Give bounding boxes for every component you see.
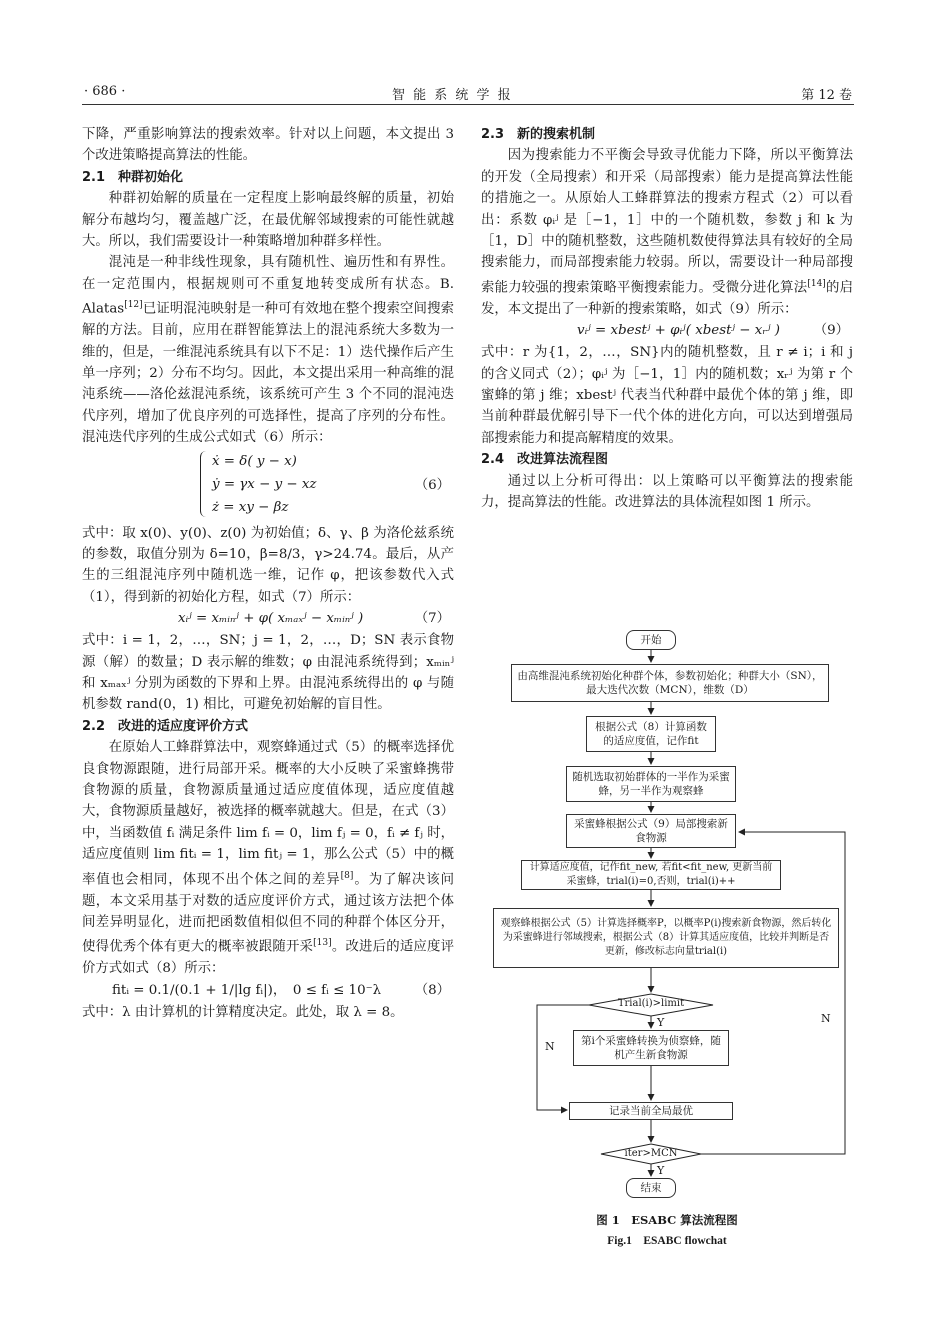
paragraph-text: 在原始人工蜂群算法中，观察蜂通过式（5）的概率选择优良食物源跟随，进行局部开采。概率的大小反映了采蜜蜂携带食物源的质量，食物源质量通过适应度值体现，适应度值越大，食物源质量越好，被选择的概率就越大。但是，在式（3）中，当函数值 fᵢ 满足条件 lim fᵢ = 0，lim fⱼ = 0，fᵢ ≠ fⱼ 时，适应度值则 lim fitᵢ = 1，lim fitⱼ = 1，那么公式（5）中的概率值也会相同，体现不出个体之间的差异 <box>82 740 454 888</box>
figure-caption-cn: 图 1 ESABC 算法流程图 <box>596 1213 738 1227</box>
brace <box>200 451 207 517</box>
paragraph <box>481 145 853 320</box>
paragraph: 式中：取 x(0)、y(0)、z(0) 为初始值；δ、γ、β 为洛伦兹系统的参数，取值分别为 δ=10，β=8/3，γ>24.74。最后，从产生的三组混沌序列中随机选一维，记作 φ，把该参数代入式（1），得到新的初始化方程，如式（7）所示： <box>82 525 454 605</box>
citation: [8] <box>340 870 354 881</box>
flowchart <box>481 620 853 1260</box>
figure-caption-en: Fig.1 ESABC flowchat <box>607 1235 727 1247</box>
equation-line: ż = xy − βz <box>212 499 289 515</box>
employed-bee-step: 采蜜蜂根据公式（9）局部搜索新食物源 <box>566 814 736 848</box>
equation-6 <box>82 451 454 521</box>
start-node: 开始 <box>626 630 676 650</box>
citation: [14] <box>807 278 826 289</box>
paragraph: 式中：i = 1，2，…，SN；j = 1，2，…，D；SN 表示食物源（解）的数量；D 表示解的维数；φ 由混沌系统得到；xₘᵢₙʲ 和 xₘₐₓʲ 分别为函数的下界和上界。由混沌系统得出的 φ 与随机参数 rand(0，1) 相比，可避免初始解的盲目性。 <box>82 633 454 713</box>
citation: [13] <box>313 938 332 949</box>
yes-label: Y <box>657 1016 665 1029</box>
right-column <box>481 124 853 513</box>
equation-body: xᵢʲ = xₘᵢₙʲ + φ( xₘₐₓʲ − xₘᵢₙʲ ) <box>178 611 364 627</box>
paragraph-text: 的启发，本文提出了一种新的搜索策略，如式（9）所示： <box>481 280 854 317</box>
section-heading: 2.1 种群初始化 <box>82 169 184 185</box>
equation-number: （8） <box>414 982 450 998</box>
section-heading: 2.3 新的搜索机制 <box>481 127 596 142</box>
equation-number: （6） <box>414 477 450 493</box>
citation: [12] <box>124 300 143 311</box>
record-best-step: 记录当前全局最优 <box>569 1102 733 1120</box>
paragraph: 通过以上分析可得出：以上策略可以平衡算法的搜索能力，提高算法的性能。改进算法的具体流程如图 1 所示。 <box>481 473 853 510</box>
equation-7 <box>82 608 454 630</box>
iteration-condition: iter>MCN <box>624 1148 678 1159</box>
paragraph <box>82 737 454 979</box>
update-step: 计算适应度值，记作fit_new, 若fit<fit_new, 更新当前采蜜蜂，trial(i)=0,否则，trial(i)++ <box>521 860 781 890</box>
no-label: N <box>821 1012 831 1025</box>
left-column <box>82 124 454 1023</box>
equation-number: （9） <box>813 323 849 339</box>
paragraph: 式中：r 为{1，2，…，SN}内的随机整数，且 r ≠ i；i 和 j 的含义同式（2）；φᵢʲ 为［−1，1］内的随机数；xᵣʲ 为第 r 个蜜蜂的第 j 维；xbestʲ 代表当代种群中最优个体的第 j 维，即当前种群最优解引导下一代个体的进化方向，可以达到增强局部搜索能力和提高解精度的效果。 <box>481 345 853 446</box>
limit-condition: Trial(i)>limit <box>617 998 685 1009</box>
volume-number: 第 12 卷 <box>801 88 852 103</box>
equation-body: vᵢʲ = xbestʲ + φᵢʲ( xbestʲ − xᵣʲ ) <box>577 323 780 339</box>
no-label: N <box>545 1040 555 1053</box>
page-number: · 686 · <box>84 84 126 99</box>
section-heading: 2.2 改进的适应度评价方式 <box>82 718 249 734</box>
paragraph <box>82 252 454 448</box>
paragraph-text: 已证明混沌映射是一种可有效地在整个搜索空间搜索解的方法。目前，应用在群智能算法上的混沌系统大多数为一维的，但是，一维混沌系统具有以下不足：1）迭代操作后产生单一序列；2）分布不均匀。因此，本文提出采用一种高维的混沌系统——洛伦兹混沌系统，该系统可产生 3 个不同的混沌迭代序列，增加了优良序列的可选择性，提高了序列的分布性。混沌迭代序列的生成公式如式（6）所示： <box>82 301 454 446</box>
onlooker-bee-step: 观察蜂根据公式（5）计算选择概率P，以概率P(i)搜索新食物源，然后转化为采蜜蜂进行邻域搜索，根据公式（8）计算其适应度值，比较并判断是否更新，修改标志向量trial(i) <box>493 908 839 968</box>
paragraph-text: 。为了解决该问题，本文采用基于对数的适应度评价方式，通过该方法把个体间差异明显化，进而把函数值相似但不同的种群个体区分开，使得优秀个体有更大的概率被跟随开采 <box>82 872 455 955</box>
equation-body: fitᵢ = 0.1/(0.1 + 1/|lg fᵢ|)， 0 ≤ fᵢ ≤ 10⁻λ <box>112 982 382 998</box>
paragraph: 下降，严重影响算法的搜索效率。针对以上问题，本文提出 3 个改进策略提高算法的性能。 <box>82 127 454 164</box>
split-step: 随机选取初始群体的一半作为采蜜蜂，另一半作为观察蜂 <box>566 766 736 802</box>
equation-line: ẏ = γx − y − xz <box>212 476 317 492</box>
paragraph: 式中：λ 由计算机的计算精度决定。此处，取 λ = 8。 <box>82 1004 404 1020</box>
section-heading: 2.4 改进算法流程图 <box>481 452 609 468</box>
init-step: 由高维混沌系统初始化种群个体，参数初始化；种群大小（SN），最大迭代次数（MCN），维数（D） <box>511 664 829 702</box>
paragraph-text: 因为搜索能力不平衡会导致寻优能力下降，所以平衡算法的开发（全局搜索）和开采（局部搜索）能力是提高算法性能的措施之一。从原始人工蜂群算法的搜索方程式（2）可以看出：系数 φᵢʲ 是［−1，1］中的一个随机数，参数 j 和 k 为［1，D］中的随机整数，这些随机数使得算法具有较好的全局搜索能力，而局部搜索能力较弱。所以，需要设计一种局部搜索能力较强的搜索策略平衡搜索能力。受微分进化算法 <box>481 148 853 296</box>
equation-number: （7） <box>414 611 450 627</box>
fitness-step: 根据公式（8）计算函数的适应度值，记作fit <box>586 716 716 752</box>
equation-line: ẋ = δ( y − x) <box>212 453 297 469</box>
equation-9 <box>481 320 853 342</box>
paragraph: 种群初始解的质量在一定程度上影响最终解的质量，初始解分布越均匀，覆盖越广泛，在最优解邻域搜索的可能性就越大。所以，我们需要设计一种策略增加种群多样性。 <box>82 191 454 250</box>
equation-8 <box>82 980 454 1002</box>
scout-bee-step: 第i个采蜜蜂转换为侦察蜂，随机产生新食物源 <box>573 1030 729 1066</box>
yes-label: Y <box>657 1164 665 1177</box>
journal-name: 智 能 系 统 学 报 <box>392 88 513 103</box>
end-node: 结束 <box>626 1178 676 1198</box>
running-header <box>82 80 854 105</box>
paragraph-text: 混沌是一种非线性现象，具有随机性、遍历性和有界性。在一定范围内，根据规则可不重复地转变成所有状态。B. Alatas <box>82 255 454 317</box>
paragraph-text: 。改进后的适应度评价方式如式（8）所示： <box>82 939 455 977</box>
